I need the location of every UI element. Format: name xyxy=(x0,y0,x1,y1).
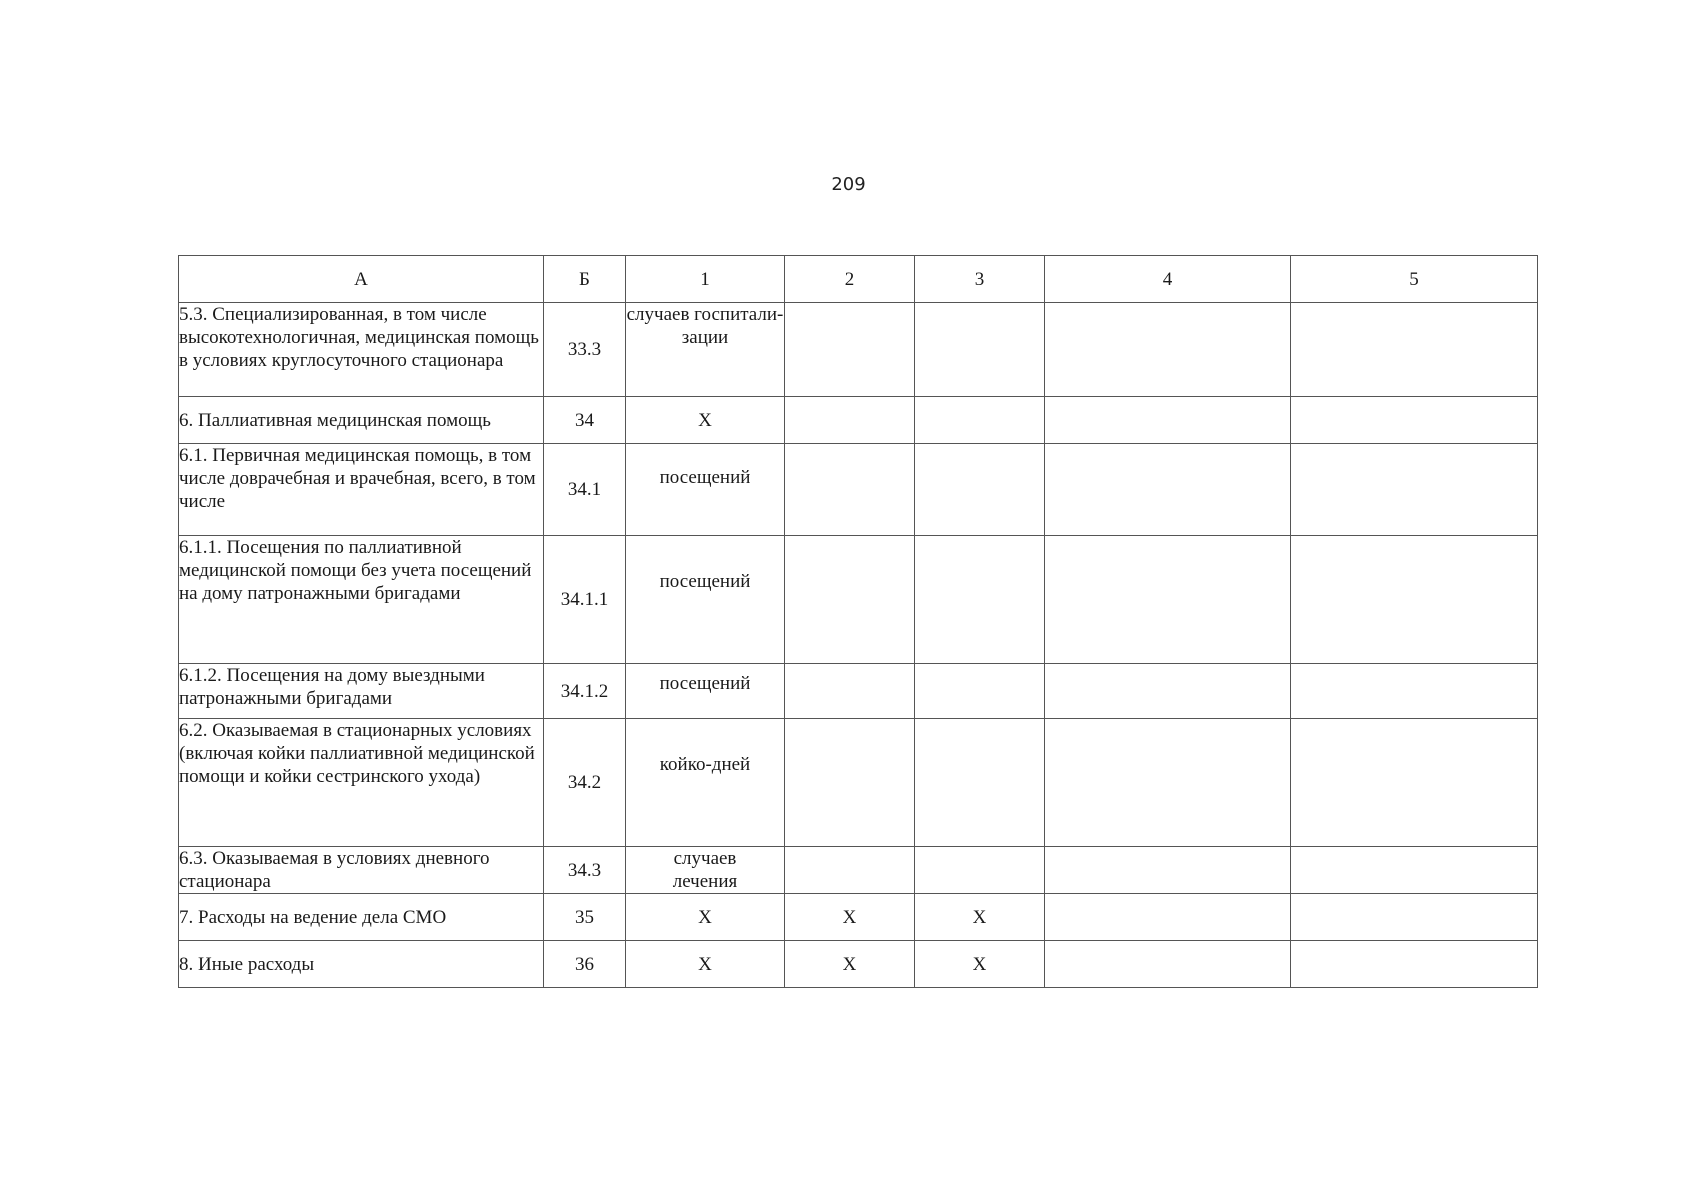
value-cell-4 xyxy=(1045,847,1291,894)
value-cell-3 xyxy=(915,847,1045,894)
table-row xyxy=(179,536,1538,664)
row-name-cell: 6.1.1. Посещения по паллиативной медицинской помощи без учета посещений на дому патронажными бригадами xyxy=(179,536,544,664)
table-row xyxy=(179,664,1538,719)
unit-cell: Х xyxy=(626,941,785,988)
value-cell-4 xyxy=(1045,664,1291,719)
unit-cell: Х xyxy=(626,397,785,444)
table-row xyxy=(179,444,1538,536)
header-cell-2: 2 xyxy=(785,256,915,303)
row-code-cell: 35 xyxy=(544,894,626,941)
value-cell-3 xyxy=(915,664,1045,719)
value-cell-5 xyxy=(1291,719,1538,847)
value-cell-4 xyxy=(1045,397,1291,444)
row-code-cell: 34.1 xyxy=(544,444,626,536)
unit-cell: случаев госпитали-зации xyxy=(626,303,785,397)
value-cell-3 xyxy=(915,536,1045,664)
unit-cell: койко-дней xyxy=(626,719,785,847)
value-cell-5 xyxy=(1291,894,1538,941)
table-row xyxy=(179,941,1538,988)
row-code-cell: 33.3 xyxy=(544,303,626,397)
header-cell-5: 5 xyxy=(1291,256,1538,303)
value-cell-4 xyxy=(1045,894,1291,941)
header-cell-b: Б xyxy=(544,256,626,303)
value-cell-3 xyxy=(915,719,1045,847)
value-cell-2: Х xyxy=(785,894,915,941)
unit-cell: посещений xyxy=(626,664,785,719)
value-cell-2: Х xyxy=(785,941,915,988)
header-cell-a: А xyxy=(179,256,544,303)
value-cell-4 xyxy=(1045,444,1291,536)
value-cell-2 xyxy=(785,303,915,397)
header-cell-4: 4 xyxy=(1045,256,1291,303)
value-cell-3 xyxy=(915,303,1045,397)
value-cell-5 xyxy=(1291,303,1538,397)
row-name-cell: 5.3. Специализированная, в том числе высокотехнологичная, медицинская помощь в условиях круглосуточного стационара xyxy=(179,303,544,397)
table-row xyxy=(179,894,1538,941)
unit-cell: посещений xyxy=(626,444,785,536)
table-row xyxy=(179,303,1538,397)
value-cell-4 xyxy=(1045,536,1291,664)
unit-cell: посещений xyxy=(626,536,785,664)
value-cell-3 xyxy=(915,397,1045,444)
value-cell-5 xyxy=(1291,847,1538,894)
table-row xyxy=(179,847,1538,894)
row-code-cell: 34.1.2 xyxy=(544,664,626,719)
value-cell-2 xyxy=(785,719,915,847)
page-number: 209 xyxy=(831,174,866,195)
header-cell-1: 1 xyxy=(626,256,785,303)
row-name-cell: 7. Расходы на ведение дела СМО xyxy=(179,894,544,941)
header-row xyxy=(179,256,1538,303)
row-name-cell: 8. Иные расходы xyxy=(179,941,544,988)
value-cell-5 xyxy=(1291,444,1538,536)
value-cell-4 xyxy=(1045,941,1291,988)
report-table xyxy=(178,255,1538,988)
value-cell-5 xyxy=(1291,664,1538,719)
table-row xyxy=(179,397,1538,444)
row-name-cell: 6.1.2. Посещения на дому выездными патронажными бригадами xyxy=(179,664,544,719)
value-cell-3 xyxy=(915,444,1045,536)
row-name-cell: 6.2. Оказываемая в стационарных условиях (включая койки паллиативной медицинской помощи и койки сестринского ухода) xyxy=(179,719,544,847)
value-cell-2 xyxy=(785,536,915,664)
table-row xyxy=(179,719,1538,847)
unit-cell: случаев лечения xyxy=(626,847,785,894)
row-code-cell: 34.3 xyxy=(544,847,626,894)
value-cell-3: Х xyxy=(915,941,1045,988)
header-cell-3: 3 xyxy=(915,256,1045,303)
row-code-cell: 36 xyxy=(544,941,626,988)
value-cell-4 xyxy=(1045,719,1291,847)
row-code-cell: 34 xyxy=(544,397,626,444)
value-cell-2 xyxy=(785,444,915,536)
row-code-cell: 34.2 xyxy=(544,719,626,847)
value-cell-4 xyxy=(1045,303,1291,397)
row-name-cell: 6.3. Оказываемая в условиях дневного стационара xyxy=(179,847,544,894)
value-cell-2 xyxy=(785,397,915,444)
unit-cell: Х xyxy=(626,894,785,941)
value-cell-2 xyxy=(785,847,915,894)
row-name-cell: 6.1. Первичная медицинская помощь, в том числе доврачебная и врачебная, всего, в том числе xyxy=(179,444,544,536)
value-cell-5 xyxy=(1291,941,1538,988)
value-cell-5 xyxy=(1291,397,1538,444)
value-cell-2 xyxy=(785,664,915,719)
value-cell-5 xyxy=(1291,536,1538,664)
row-name-cell: 6. Паллиативная медицинская помощь xyxy=(179,397,544,444)
row-code-cell: 34.1.1 xyxy=(544,536,626,664)
value-cell-3: Х xyxy=(915,894,1045,941)
